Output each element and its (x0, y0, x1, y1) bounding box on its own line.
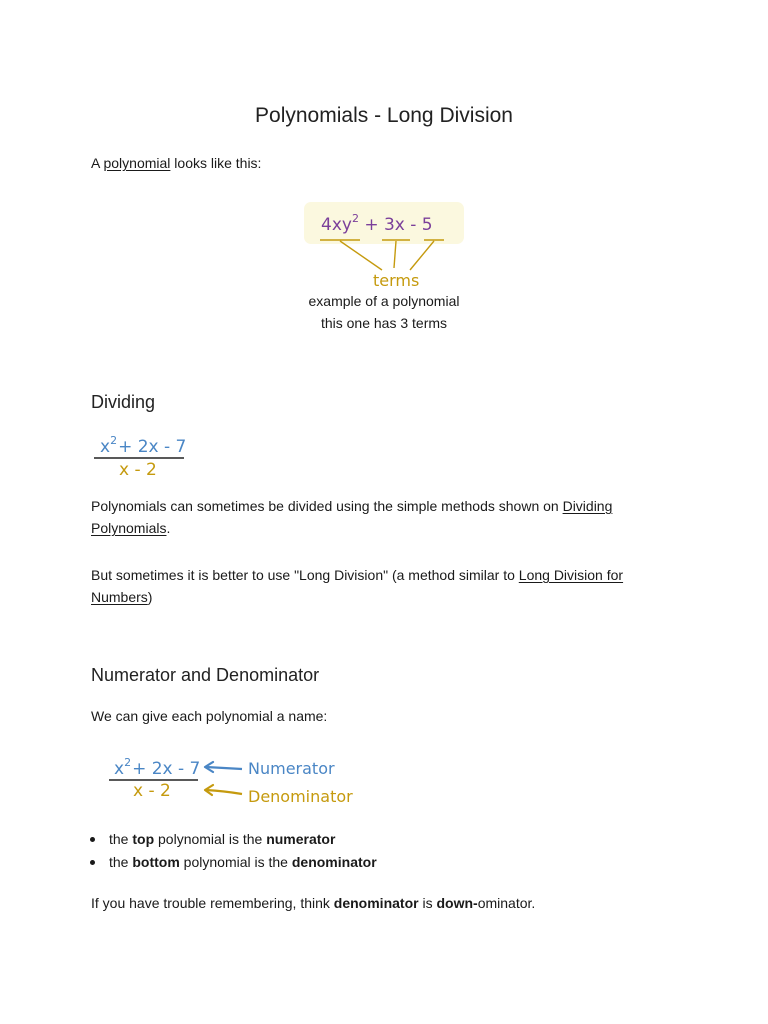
intro-prefix: A (91, 155, 104, 171)
dividing-p2-text: But sometimes it is better to use "Long Division" (a method similar to (91, 567, 519, 583)
closing-text: ominator. (477, 895, 536, 911)
fraction-denominator: x - 2 (119, 460, 157, 480)
term-connector-1 (340, 241, 382, 270)
dividing-paragraph-1 (91, 495, 651, 539)
intro-suffix: looks like this: (170, 155, 262, 171)
terms-label: terms (373, 271, 420, 290)
polynomial-example-figure (298, 198, 472, 292)
closing-paragraph (91, 892, 535, 914)
naming-intro: We can give each polynomial a name: (91, 708, 328, 724)
bullet-text: polynomial is the (154, 831, 267, 847)
dividing-p1-end: . (166, 520, 171, 536)
intro-paragraph (91, 152, 261, 174)
dividing-heading: Dividing (91, 392, 156, 412)
closing-bold: down- (436, 895, 478, 911)
bullet-text: polynomial is the (179, 854, 292, 870)
polynomial-expression: $4xy^2 + 3x - 5$ (321, 212, 433, 235)
dividing-p2-end: ) (147, 589, 153, 605)
labeled-numerator: $x^2+ 2x - 7$ (114, 756, 201, 779)
dividing-polynomials-link[interactable]: Dividing Polynomials (91, 498, 613, 536)
list-item (90, 851, 377, 874)
bullet-bold: numerator (266, 831, 336, 847)
dividing-p1-text: Polynomials can sometimes be divided using the simple methods shown on (91, 498, 563, 514)
bullet-text: the (109, 854, 133, 870)
fraction-numerator: $x^2+ 2x - 7$ (100, 434, 187, 457)
closing-text: is (418, 895, 437, 911)
term-connector-2 (394, 241, 396, 268)
labeled-denominator: x - 2 (133, 781, 171, 801)
term-connector-3 (410, 241, 434, 270)
figure-caption-line1: example of a polynomial (308, 293, 460, 309)
bullet-bold: denominator (291, 854, 377, 870)
dividing-fraction-figure (90, 428, 190, 482)
list-item (90, 828, 377, 851)
closing-text: If you have trouble remembering, think (91, 895, 334, 911)
bullet-bold: bottom (132, 854, 180, 870)
polynomial-link[interactable]: polynomial (103, 155, 171, 171)
bullet-bold: top (132, 831, 155, 847)
numerator-label: Numerator (248, 759, 335, 778)
page-title: Polynomials - Long Division (255, 104, 513, 127)
bullet-text: the (109, 831, 133, 847)
long-division-numbers-link[interactable]: Long Division for Numbers (91, 567, 624, 605)
closing-bold: denominator (333, 895, 419, 911)
dividing-paragraph-2 (91, 564, 651, 608)
definition-list (90, 828, 377, 874)
figure-caption-line2: this one has 3 terms (320, 315, 448, 331)
numerator-denominator-heading: Numerator and Denominator (91, 665, 320, 685)
labeled-fraction-figure (106, 750, 358, 810)
denominator-label: Denominator (248, 787, 353, 806)
numerator-arrow (206, 767, 242, 769)
